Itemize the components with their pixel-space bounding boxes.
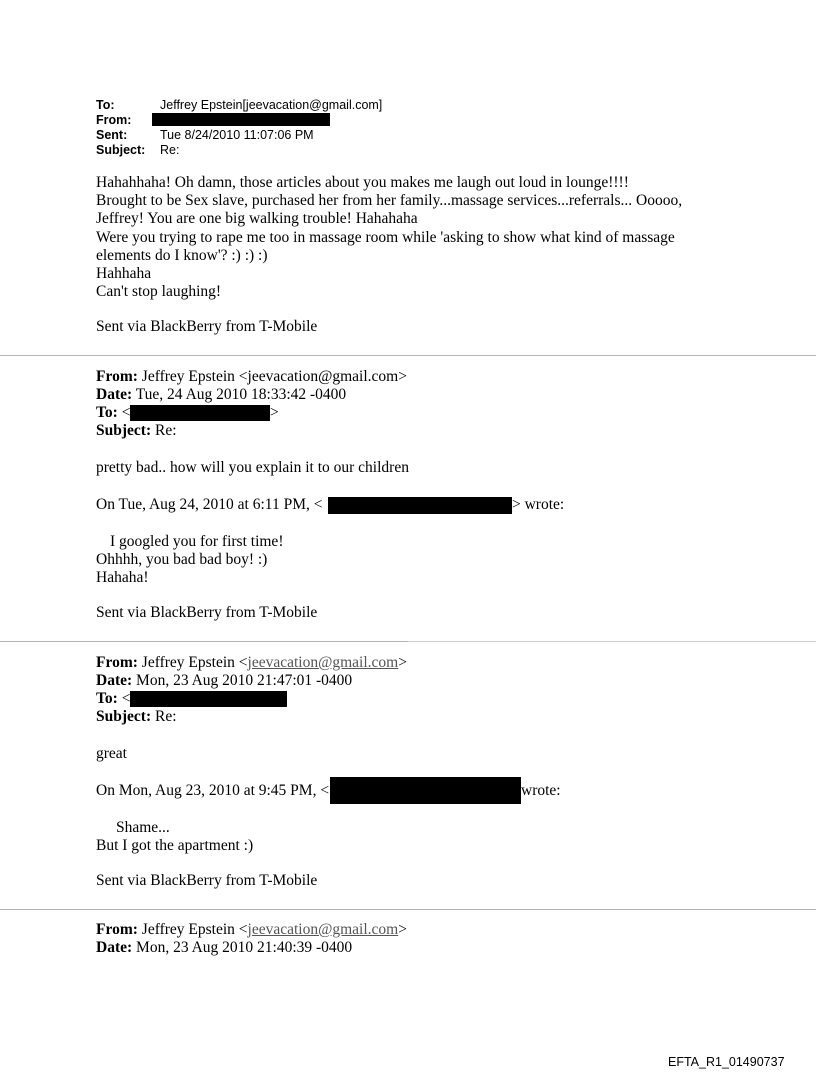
- msg2-quote-intro: On Tue, Aug 24, 2010 at 6:11 PM, <: [96, 496, 323, 513]
- msg2-to-label: To:: [96, 404, 118, 421]
- sent-value: Tue 8/24/2010 11:07:06 PM: [160, 128, 314, 142]
- msg3-quote-wrote: wrote:: [521, 782, 561, 799]
- divider: [0, 355, 816, 356]
- msg2-to-close: >: [270, 404, 279, 421]
- msg4-date-label: Date:: [96, 939, 133, 956]
- body-line: Brought to be Sex slave, purchased her from her family...massage services...referrals... Ooooo,: [96, 192, 683, 209]
- quote-line: I googled you for first time!: [110, 533, 284, 550]
- msg2-to: [96, 404, 130, 422]
- msg3-to-label: To:: [96, 690, 118, 707]
- redaction-bar: [330, 777, 521, 804]
- body-line: Jeffrey! You are one big walking trouble! Hahahaha: [96, 210, 418, 227]
- divider: [408, 641, 816, 642]
- msg2-date: [96, 386, 346, 404]
- body-line: Hahhaha: [96, 265, 152, 282]
- quote-line: Shame...: [116, 819, 170, 836]
- msg3-quote-intro: On Mon, Aug 23, 2010 at 9:45 PM, <: [96, 782, 330, 799]
- msg2-subject-value: Re:: [151, 422, 177, 439]
- msg2-from-value: Jeffrey Epstein <jeevacation@gmail.com>: [137, 368, 407, 385]
- signature: Sent via BlackBerry from T-Mobile: [96, 604, 318, 621]
- msg3-from: [96, 654, 407, 672]
- msg3-to-open: <: [117, 690, 131, 707]
- body-line: elements do I know'? :) :) :): [96, 247, 268, 264]
- msg2-to-open: <: [117, 404, 131, 421]
- quote-line: But I got the apartment :): [96, 837, 254, 854]
- msg4-from-close: >: [398, 921, 407, 938]
- msg3-from-label: From:: [96, 654, 138, 671]
- msg2-date-value: Tue, 24 Aug 2010 18:33:42 -0400: [132, 386, 347, 403]
- divider: [0, 641, 408, 642]
- body-line: Were you trying to rape me too in massage room while 'asking to show what kind of massage: [96, 229, 675, 246]
- msg4-date-value: Mon, 23 Aug 2010 21:40:39 -0400: [132, 939, 353, 956]
- msg4-date: [96, 939, 352, 957]
- msg2-date-label: Date:: [96, 386, 133, 403]
- msg3-date: [96, 672, 352, 690]
- msg4-from-name: Jeffrey Epstein <: [137, 921, 248, 938]
- divider: [0, 909, 816, 910]
- quote-line: Hahaha!: [96, 569, 149, 586]
- msg2-from-label: From:: [96, 368, 138, 385]
- to-label: To:: [96, 98, 115, 112]
- redaction-bar: [130, 691, 287, 707]
- msg3-body: great: [96, 745, 127, 762]
- subject-value: Re:: [160, 143, 180, 157]
- msg2-quote-wrote: > wrote:: [512, 496, 565, 513]
- msg3-to: [96, 690, 130, 708]
- redaction-bar: [152, 113, 330, 126]
- msg3-date-value: Mon, 23 Aug 2010 21:47:01 -0400: [132, 672, 353, 689]
- msg3-from-name: Jeffrey Epstein <: [137, 654, 248, 671]
- quote-line: Ohhhh, you bad bad boy! :): [96, 551, 268, 568]
- msg4-email-link[interactable]: jeevacation@gmail.com: [247, 921, 399, 938]
- msg2-subject-label: Subject:: [96, 422, 152, 439]
- body-line: Can't stop laughing!: [96, 283, 222, 300]
- to-value: Jeffrey Epstein[jeevacation@gmail.com]: [160, 98, 383, 112]
- signature: Sent via BlackBerry from T-Mobile: [96, 872, 318, 889]
- sent-label: Sent:: [96, 128, 128, 142]
- msg4-from: [96, 921, 407, 939]
- msg3-subject: [96, 708, 177, 726]
- signature: Sent via BlackBerry from T-Mobile: [96, 318, 318, 335]
- msg2-subject: [96, 422, 177, 440]
- msg3-date-label: Date:: [96, 672, 133, 689]
- from-label: From:: [96, 113, 132, 127]
- redaction-bar: [328, 497, 512, 514]
- msg2-body: pretty bad.. how will you explain it to our children: [96, 459, 409, 476]
- msg4-from-label: From:: [96, 921, 138, 938]
- document-id: EFTA_R1_01490737: [668, 1055, 785, 1069]
- body-line: Hahahhaha! Oh damn, those articles about you makes me laugh out loud in lounge!!!!: [96, 174, 629, 191]
- msg3-subject-value: Re:: [151, 708, 177, 725]
- subject-label: Subject:: [96, 143, 146, 157]
- msg3-subject-label: Subject:: [96, 708, 152, 725]
- msg2-from: [96, 368, 407, 386]
- msg3-email-link[interactable]: jeevacation@gmail.com: [247, 654, 399, 671]
- redaction-bar: [130, 405, 270, 421]
- msg3-from-close: >: [398, 654, 407, 671]
